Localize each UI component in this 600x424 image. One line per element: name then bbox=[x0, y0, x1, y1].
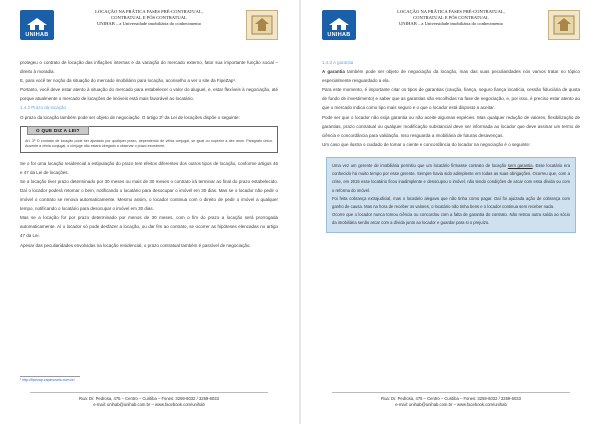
case-box bbox=[326, 157, 576, 233]
page-header bbox=[322, 8, 580, 44]
logo-text: UNIHAB bbox=[327, 32, 351, 38]
section-heading: 1.4.2 Prazo da locação bbox=[20, 105, 67, 111]
case-text: Uma vez um gerente de imobiliária permitiu que um locatário firmasse contrato de locação bbox=[332, 162, 508, 168]
paragraph: protegeu o contrato de locação das inflações internas e da variação do mercado externo, fator sua importante função social – direito à moradia. bbox=[20, 60, 278, 75]
case-paragraph: Foi feita cobrança extrajudicial, mas o locatário alegava que não tinha como pagar. Daí foi ajuizada ação de cobrança com ganho de causa. Mas na hora de receber os valores, o locatário não tinha bens e o locador continua sem receber nada. bbox=[332, 195, 570, 209]
paragraph-text: também pode ser objeto de negociação da locação, mas das suas peculiaridades nós vamos tratar no tópico especialmente resguardado a ela. bbox=[322, 69, 580, 84]
seal-logo bbox=[246, 10, 278, 40]
paragraph bbox=[322, 67, 580, 85]
case-text: . Esse locatário era conhecido há muito tempo por esse gerente. Sempre havia sido adimplente em todas as suas obrigações. Ocorreu que, com a crise, em 2015 esse locatário ficou inadimplente e desocupou o imóvel, não tendo condições de arcar com essa dívida ou com o reforma do imóvel. bbox=[332, 162, 570, 193]
law-box-text: Art. 3º O contrato de locação pode ser ajustado por qualquer prazo, dependendo de vênia conjugal, se igual ou superior a dez anos. Parágrafo único. Ausente a vênia conjugal, o cônjuge não estará obrigado a observar o prazo excedente. bbox=[25, 138, 273, 148]
footer-contact: e-mail: unihab@unihab.com.br – www.facebook.com/unihab bbox=[395, 402, 507, 408]
seal-icon bbox=[251, 15, 273, 35]
bold-term: A garantia bbox=[322, 69, 345, 75]
case-paragraph bbox=[332, 162, 570, 195]
header-line-2: CONTRATUAL E PÓS CONTRATUAL bbox=[111, 15, 187, 20]
page-footer bbox=[322, 396, 580, 408]
footnote-link[interactable]: ¹ http://fipezap.zapimoveis.com.br/ bbox=[20, 378, 75, 382]
seal-logo bbox=[548, 10, 580, 40]
header-line-2: CONTRATUAL E PÓS CONTRATUAL bbox=[413, 15, 489, 20]
paragraph: Se a locação tiver prazo determinado por 30 meses ou mais de 30 meses o contrato irá terminar ao final do prazo estabelecido. Daí o locador poderá retomar o bem, notificando o locatário para desocupar o imóvel em 30 dias. Mas se o locador não pedir o imóvel o contrato se renova automaticamente. Mesmo assim, o locador continua com o direito de pedir o imóvel a qualquer tempo, notificando o locatário para desocupar o imóvel em 30 dias. bbox=[20, 178, 278, 212]
paragraph: Para este momento, é importante citar os tipos de garantias (caução, fiança, seguro fiança locatícia, cessão fiduciária de quota de fundo de investimento) e saber que as garantias são escolhidas na fase de negociação, e, por isso, é preciso estar atento ao que o mercado indica como tipo mais seguro e o que o locador está disposto a aceitar. bbox=[322, 87, 580, 111]
unihab-logo bbox=[322, 10, 356, 40]
paragraph: Portanto, você deve estar atento à situação do mercado para estabelecer o valor do aluguel, e, estar flexíveis à negociação, até porque atualmente o mercado de locações de imóveis está mais favorável ao locatário. bbox=[20, 87, 278, 102]
paragraph: Se o for uma locação residencial a estipulação do prazo tem efeitos diferentes dos outros tipos de locação, conforme artigos 46 e 47 da Lei de locações. bbox=[20, 160, 278, 175]
case-paragraph: Ocorre que o locador nunca tomou ciência ou concordou com a falta de garantia do contrato. Não restou outra saída ao sócio da imobiliária senão arcar com a dívida junto ao locador e guardar para si o prejuízo. bbox=[332, 212, 570, 226]
house-icon bbox=[329, 18, 349, 30]
law-box-title: O QUE DIZ A LEI? bbox=[27, 126, 89, 135]
paragraph: Um caso que ilustra o cuidado de tomar o ciente e concordância do locador na negociação é o seguinte: bbox=[322, 141, 531, 147]
seal-icon bbox=[553, 15, 575, 35]
law-box bbox=[20, 126, 278, 153]
paragraph: Mas se a locação for por prazo determinado por menos de 30 meses, com o fim do prazo a locação será prorrogada automaticamente. Aí o locador só pode desfazer a locação, ou dar fim ao contrato, se ocorrer as hipóteses elencadas no artigo 47 da Lei. bbox=[20, 215, 278, 239]
case-link: sem garantia bbox=[507, 162, 533, 168]
paragraph: O prazo da locação também pode ser objeto de negociação. O artigo 3º da Lei de locações dispõe o seguinte: bbox=[20, 114, 240, 120]
header-line-3: UNIHAB – a Universidade imobiliária do conhecimento bbox=[398, 21, 504, 26]
paragraph: Apesar das peculiaridades envolvidas na locação residencial, o prazo contratual também é passível de negociação. bbox=[20, 242, 251, 248]
section-heading: 1.4.3 A garantia bbox=[322, 60, 354, 65]
page-right bbox=[302, 0, 600, 424]
footer-address: Rua: Dr. Pedrosa, 475 – Centro – Curitiba – Fones: 3259-6032 / 3259-6033 bbox=[79, 396, 219, 401]
paragraph: Pode ser que o locador não exija garantia ou não aceite algumas espécies. Mas qualquer redução de valores, flexibilização de garantias, prazo contratual ou qualquer modificação substancial deve ser informada ao locador que deve assinar um termo de ciência e concordância para validação. Isso resguarda a imobiliária de futuras desavenças. bbox=[322, 114, 580, 138]
footer-divider bbox=[30, 392, 268, 393]
header-line-1: LOCAÇÃO NA PRÁTICA FASES PRÉ-CONTRATUAL, bbox=[397, 9, 505, 14]
page-footer bbox=[20, 396, 278, 408]
footnote-divider bbox=[20, 376, 80, 377]
header-line-1: LOCAÇÃO NA PRÁTICA FASES PRÉ-CONTRATUAL, bbox=[95, 9, 203, 14]
footer-divider bbox=[332, 392, 570, 393]
right-content bbox=[322, 58, 580, 241]
left-content bbox=[20, 58, 278, 250]
header-title bbox=[60, 9, 238, 27]
paragraph: E, para você ter noção da situação do mercado imobiliário para locação, aconselho a ver o site da FipeZap¹. bbox=[20, 78, 237, 84]
page-divider bbox=[299, 0, 301, 424]
page-header bbox=[20, 8, 278, 44]
header-title bbox=[362, 9, 540, 27]
house-icon bbox=[27, 18, 47, 30]
page-left bbox=[0, 0, 298, 424]
footer-address: Rua: Dr. Pedrosa, 475 – Centro – Curitiba – Fones: 3259-6032 / 3259-6033 bbox=[381, 396, 521, 401]
header-line-3: UNIHAB – a Universidade imobiliária do conhecimento bbox=[96, 21, 202, 26]
footer-contact: e-mail: unihab@unihab.com.br – www.facebook.com/unihab bbox=[93, 402, 205, 408]
logo-text: UNIHAB bbox=[25, 32, 49, 38]
unihab-logo bbox=[20, 10, 54, 40]
